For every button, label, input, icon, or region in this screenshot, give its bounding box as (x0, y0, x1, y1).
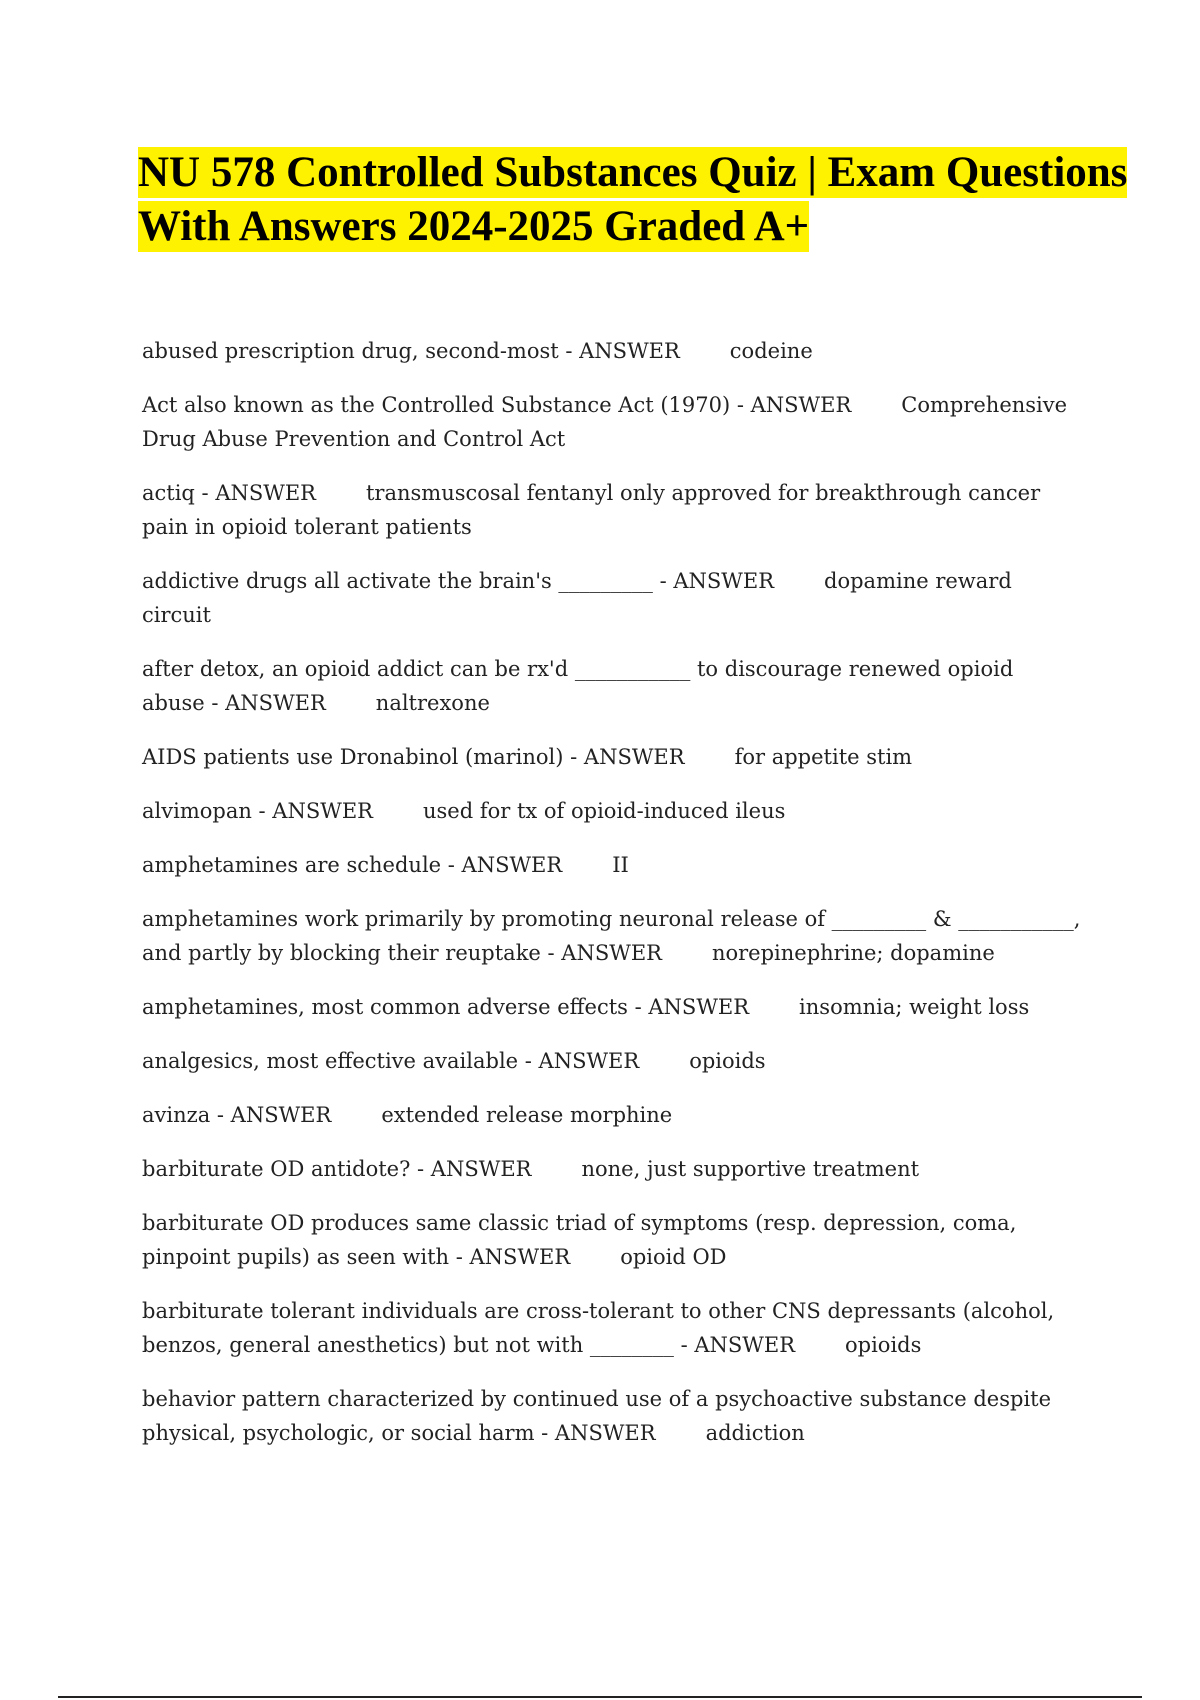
answer-text: extended release morphine (381, 1103, 673, 1127)
question-text: barbiturate OD produces same classic triad of symptoms (resp. depression, coma, pinpoint pupils) as seen with - ANSWER (142, 1211, 1017, 1269)
page-bottom-rule (58, 1696, 1142, 1698)
qa-item (142, 848, 1082, 882)
answer-text: none, just supportive treatment (581, 1157, 920, 1181)
qa-item (142, 334, 1082, 368)
answer-text: opioid OD (620, 1245, 727, 1269)
answer-text: for appetite stim (734, 745, 913, 769)
qa-item (142, 1206, 1082, 1274)
qa-item (142, 1044, 1082, 1078)
qa-item (142, 902, 1082, 970)
answer-text: opioids (845, 1333, 922, 1357)
answer-text: dopamine reward circuit (142, 569, 1012, 627)
answer-text: norepinephrine; dopamine (711, 941, 995, 965)
question-text: AIDS patients use Dronabinol (marinol) - ANSWER (142, 745, 685, 769)
answer-text: opioids (689, 1049, 766, 1073)
question-text: barbiturate OD antidote? - ANSWER (142, 1157, 532, 1181)
qa-item (142, 476, 1082, 544)
question-text: alvimopan - ANSWER (142, 799, 373, 823)
question-text: avinza - ANSWER (142, 1103, 332, 1127)
qa-item (142, 1294, 1082, 1362)
question-text: behavior pattern characterized by continued use of a psychoactive substance despite physical, psychologic, or social harm - ANSWER (142, 1387, 1052, 1445)
qa-item (142, 388, 1082, 456)
answer-text: addiction (705, 1421, 805, 1445)
qa-item (142, 1152, 1082, 1186)
question-text: abused prescription drug, second-most - ANSWER (142, 339, 680, 363)
answer-text: naltrexone (375, 691, 490, 715)
answer-text: II (612, 853, 629, 877)
question-text: after detox, an opioid addict can be rx'd ___________ to discourage renewed opioid abuse - ANSWER (142, 657, 1014, 715)
qa-item (142, 564, 1082, 632)
qa-item (142, 990, 1082, 1024)
question-text: amphetamines work primarily by promoting neuronal release of _________ & ___________, and partly by blocking their reuptake - ANSWER (142, 907, 1081, 965)
answer-text: insomnia; weight loss (799, 995, 1030, 1019)
question-answer-list (142, 334, 1082, 1470)
question-text: amphetamines, most common adverse effects - ANSWER (142, 995, 750, 1019)
title-highlight: NU 578 Controlled Substances Quiz | Exam Questions With Answers 2024-2025 Graded A+ (138, 149, 1128, 250)
question-text: analgesics, most effective available - ANSWER (142, 1049, 640, 1073)
qa-item (142, 1382, 1082, 1450)
question-text: actiq - ANSWER (142, 481, 316, 505)
answer-text: used for tx of opioid-induced ileus (422, 799, 786, 823)
qa-item (142, 652, 1082, 720)
answer-text: transmuscosal fentanyl only approved for breakthrough cancer pain in opioid tolerant patients (142, 481, 1041, 539)
question-text: Act also known as the Controlled Substance Act (1970) - ANSWER (142, 393, 852, 417)
question-text: amphetamines are schedule - ANSWER (142, 853, 563, 877)
document-title (138, 146, 1128, 254)
answer-text: Comprehensive Drug Abuse Prevention and Control Act (142, 393, 1068, 451)
qa-item (142, 740, 1082, 774)
question-text: addictive drugs all activate the brain's _________ - ANSWER (142, 569, 775, 593)
question-text: barbiturate tolerant individuals are cross-tolerant to other CNS depressants (alcohol, benzos, general anesthetics) but not with ________ - ANSWER (142, 1299, 1055, 1357)
qa-item (142, 1098, 1082, 1132)
answer-text: codeine (729, 339, 813, 363)
qa-item (142, 794, 1082, 828)
